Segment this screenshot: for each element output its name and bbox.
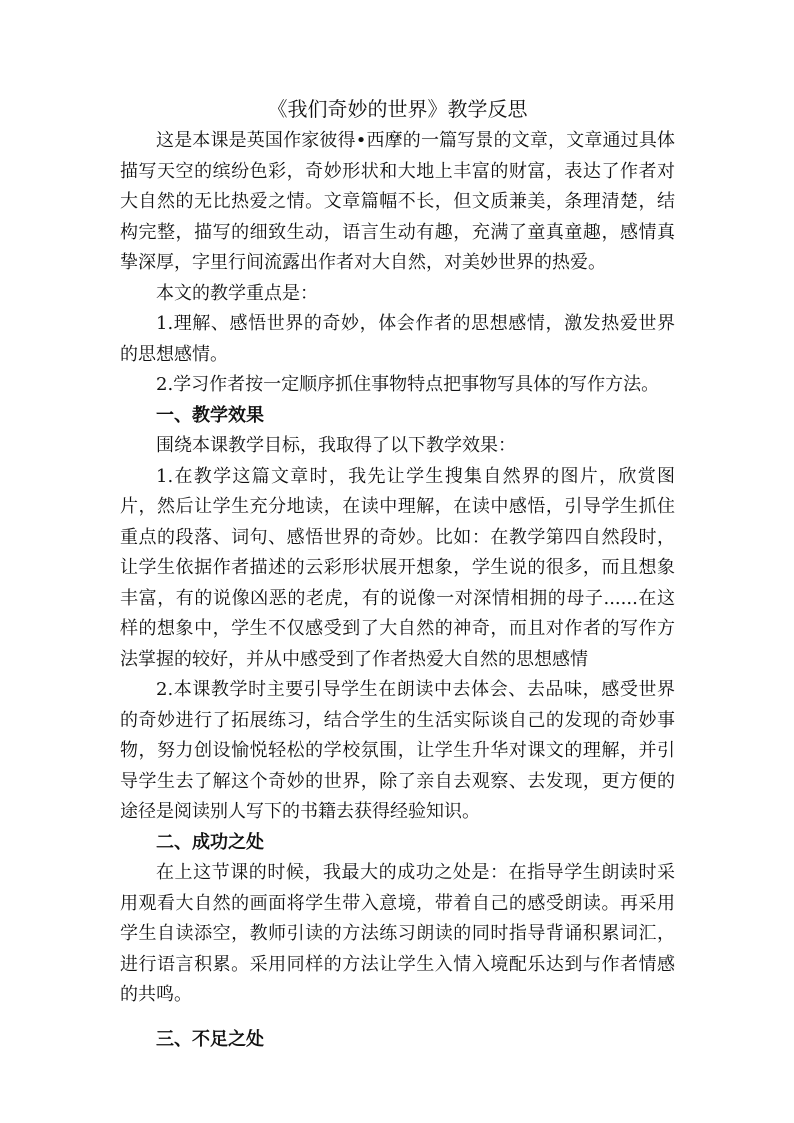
section-heading-success: 二、成功之处 bbox=[156, 831, 264, 853]
document-title: 《我们奇妙的世界》教学反思 bbox=[267, 97, 528, 121]
effects-intro: 围绕本课教学目标，我取得了以下教学效果： bbox=[156, 435, 516, 456]
focus-item-1: 1.理解、感悟世界的奇妙，体会作者的思想感情，激发热爱世界的思想感情。 bbox=[120, 313, 675, 365]
effects-item-2: 2.本课教学时主要引导学生在朗读中去体会、去品味，感受世界的奇妙进行了拓展练习，结合学生的生活实际谈自己的发现的奇妙事物，努力创设愉悦轻松的学校氛围，让学生升华对课文的理解，并引导学生去了解这个奇妙的世界，除了亲自去观察、去发现，更方便的途径是阅读别人写下的书籍去获得经验知识。 bbox=[120, 679, 675, 822]
spacer bbox=[120, 1011, 675, 1025]
intro-paragraph: 这是本课是英国作家彼得•西摩的一篇写景的文章，文章通过具体描写天空的缤纷色彩，奇妙形状和大地上丰富的财富，表达了作者对大自然的无比热爱之情。文章篇幅不长，但文质兼美，条理清楚，结构完整，描写的细致生动，语言生动有趣，充满了童真童趣，感情真挚深厚，字里行间流露出作者对大自然，对美妙世界的热爱。 bbox=[120, 130, 675, 273]
success-paragraph: 在上这节课的时候，我最大的成功之处是：在指导学生朗读时采用观看大自然的画面将学生带入意境，带着自己的感受朗读。再采用学生自读添空，教师引读的方法练习朗读的同时指导背诵积累词汇，进行语言积累。采用同样的方法让学生入情入境配乐达到与作者情感的共鸣。 bbox=[120, 862, 675, 1005]
focus-intro: 本文的教学重点是： bbox=[156, 282, 318, 304]
section-heading-shortcomings: 三、不足之处 bbox=[156, 1028, 264, 1050]
focus-item-2: 2.学习作者按一定顺序抓住事物特点把事物写具体的写作方法。 bbox=[156, 374, 660, 395]
section-heading-effects: 一、教学效果 bbox=[156, 404, 264, 426]
effects-item-1: 1.在教学这篇文章时，我先让学生搜集自然界的图片，欣赏图片，然后让学生充分地读，在读中理解，在读中感悟，引导学生抓住重点的段落、词句、感悟世界的奇妙。比如：在教学第四自然段时，让学生依据作者描述的云彩形状展开想象，学生说的很多，而且想象丰富，有的说像凶恶的老虎，有的说像一对深情相拥的母子......在这样的想象中，学生不仅感受到了大自然的神奇，而且对作者的写作方法掌握的较好，并从中感受到了作者热爱大自然的思想感情 bbox=[120, 465, 675, 670]
document-page bbox=[120, 92, 675, 1055]
